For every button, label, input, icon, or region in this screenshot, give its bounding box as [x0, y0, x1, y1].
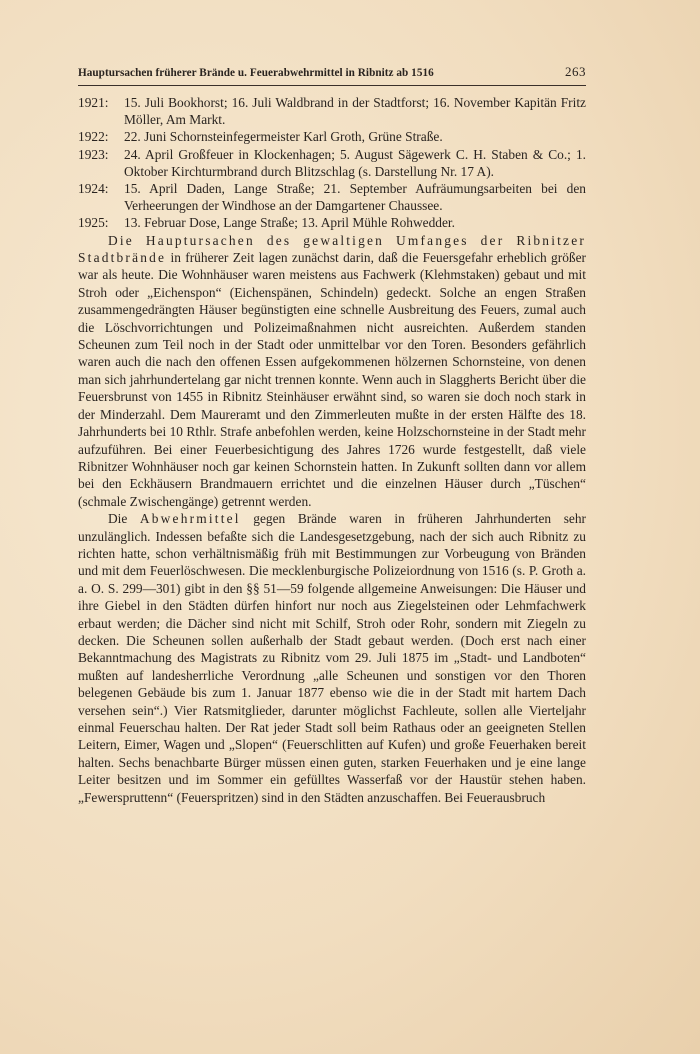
chronicle-entry [78, 94, 586, 128]
chronicle-entry [78, 146, 586, 180]
chronicle-entry [78, 214, 586, 231]
paragraph-causes [78, 232, 586, 511]
entry-year: 1921: [78, 95, 109, 110]
entry-text: 15. Juli Bookhorst; 16. Juli Waldbrand in der Stadtforst; 16. November Kapitän Fritz Möller, Am Markt. [124, 95, 586, 128]
fire-chronicle [78, 94, 586, 232]
entry-year: 1922: [78, 129, 109, 145]
page [78, 64, 586, 806]
chronicle-entry [78, 128, 586, 145]
entry-text: 24. April Großfeuer in Klockenhagen; 5. August Sägewerk C. H. Staben & Co.; 1. Oktober Kirchturmbrand durch Blitzschlag (s. Darstellung Nr. 17 A). [124, 146, 586, 179]
paragraph-causes-text: in früherer Zeit lagen zunächst darin, daß die Feuersgefahr erheblich größer war als heute. Die Wohnhäuser waren meistens aus Fachwerk (Klehmstaken) gebaut und mit Stroh oder „Eichenspon“ (Eichenspänen, Schindeln) gedeckt. Solche an engen Straßen zusammengedrängten Häuser begünstigten eine schnelle Ausbreitung des Feuers, zumal auch die Löschvorrichtungen und Polizeimaßnahmen nicht ausreichten. Außerdem standen Scheunen zum Teil noch in der Stadt oder unmittelbar vor den Toren. Besonders gefährlich waren auch die nach den offenen Essen aufgekommenen hölzernen Schornsteine, von denen man sich jahrhundertelang gar nicht trennen konnte. Wenn auch in Slaggherts Bericht über die Feuersbrunst von 1455 in Ribnitz Steinhäuser erwähnt sind, so waren sie doch noch stark in der Minderzahl. Dem Maureramt und den Zimmerleuten mußte in der ersten Hälfte des 18. Jahrhunderts bei 10 Rthlr. Strafe anbefohlen werden, keine Holzschornsteine in der Stadt mehr aufzuführen. Bei einer Feuerbesichtigung des Jahres 1726 wurde festgestellt, daß viele Ribnitzer Wohnhäuser noch gar keinen Schornstein hatten. In Zukunft sollten dann vor allem bei den Eckhäusern Brandmauern errichtet und die einzelnen Häuser durch „Tüschen“ (schmale Zwischengänge) getrennt werden. [78, 250, 586, 509]
running-title: Hauptursachen früherer Brände u. Feuerabwehrmittel in Ribnitz ab 1516 [78, 67, 434, 79]
entry-text: 22. Juni Schornsteinfegermeister Karl Groth, Grüne Straße. [124, 129, 443, 145]
chronicle-entry [78, 180, 586, 214]
running-head [78, 64, 586, 86]
spaced-heading-defenses: Abwehrmittel [139, 511, 241, 527]
paragraph-defenses-lead: Die [108, 511, 140, 527]
paragraph-defenses [78, 510, 586, 806]
paragraph-defenses-text: gegen Brände waren in früheren Jahrhunderten sehr unzulänglich. Indessen befaßte sich die Landesgesetzgebung, nach der sich auch Ribnitz zu richten hatte, schon verhältnismäßig früh mit Bestimmungen zur Vorbeugung von Bränden und mit dem Feuerlöschwesen. Die mecklenburgische Polizeiordnung von 1516 (s. P. Groth a. a. O. S. 299—301) gibt in den §§ 51—59 folgende allgemeine Anweisungen: Die Häuser und ihre Giebel in den Städten dürfen hinfort nur noch aus Ziegelsteinen oder Lehmfachwerk erbaut werden; die Dächer sind nicht mit Schilf, Stroh oder Rohr, sondern mit Ziegeln zu decken. Die Scheunen sollen außerhalb der Stadt gebaut werden. (Doch erst nach einer Bekanntmachung des Magistrats zu Ribnitz vom 29. Juli 1875 im „Stadt- und Landboten“ mußten auf landesherrliche Verordnung „alle Scheunen und sonstigen vor den Thoren belegenen Gebäude bis zum 1. Januar 1877 ebenso wie die in der Stadt mit hartem Dach versehen sein“.) Vier Ratsmitglieder, darunter möglichst Fachleute, sollen alle Vierteljahr einmal Feuerschau halten. Der Rat jeder Stadt soll beim Rathaus oder an geeigneten Stellen Leitern, Eimer, Wagen und „Slopen“ (Feuerschlitten auf Kufen) und große Feuerhaken bereit halten. Sechs benachbarte Bürger müssen einen guten, starken Feuerhaken und je eine lange Leiter besitzen und im Sommer ein gefülltes Wasserfaß vor der Haustür stehen haben. „Fewerspruttenn“ (Feuerspritzen) sind in den Städten anzuschaffen. Bei Feuerausbruch [78, 511, 587, 805]
spaced-heading-causes: Die Hauptursachen des gewaltigen Umfanges der Ribnitzer Stadtbrände [78, 232, 586, 266]
page-number: 263 [565, 64, 586, 79]
entry-year: 1925: [78, 215, 109, 231]
entry-text: 15. April Daden, Lange Straße; 21. September Aufräumungsarbeiten bei den Verheerungen der Windhose an der Damgartener Chaussee. [124, 181, 586, 214]
entry-text: 13. Februar Dose, Lange Straße; 13. April Mühle Rohwedder. [124, 215, 455, 231]
entry-year: 1923: [78, 146, 109, 162]
entry-year: 1924: [78, 181, 109, 197]
